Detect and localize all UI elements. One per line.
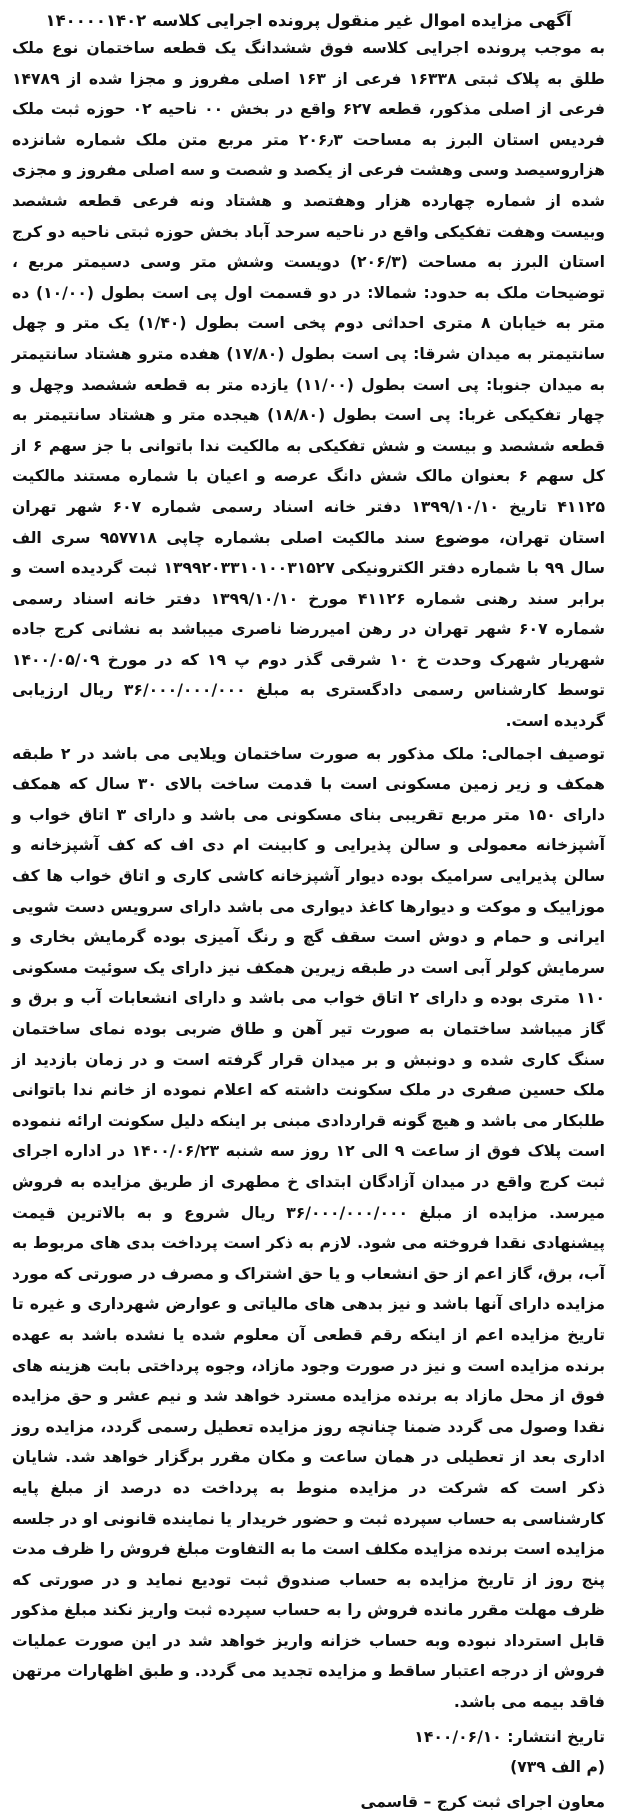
notice-paragraph-description: توصیف اجمالی: ملک مذکور به صورت ساختمان ویلایی می باشد در ۲ طبقه همکف و زیر زمین مسکونی است با قدمت ساخت بالای ۳۰ سال که همکف دارای ۱۵۰ متر مربع تقریبی بنای مسکونی می باشد و دارای ۳ اتاق خواب و آشپزخانه معمولی و سالن پذیرایی و کابینت ام دی اف که کف آشپزخانه و سالن پذیرایی سرامیک بوده دیوار آشپزخانه کاشی کاری و اتاق خواب ها کف موزاییک و موکت و دیوارها کاغذ دیواری می باشد دارای سرویس دست شویی ایرانی و حمام و دوش است سقف گچ و رنگ آمیزی بوده گرمایش بخاری و سرمایش کولر آبی است در طبقه زیرین همکف نیز دارای یک سوئیت مسکونی ۱۱۰ متری بوده و دارای ۲ اتاق خواب می باشد و دارای انشعابات آب و برق و گاز میباشد ساختمان به صورت تیر آهن و طاق ضربی بوده نمای ساختمان سنگ کاری شده و دونبش و بر میدان قرار گرفته است و در زمان بازدید از ملک حسین صفری در ملک سکونت داشته که اعلام نموده از خانم ندا باتوانی طلبکار می باشد و هیچ گونه قراردادی مبنی بر اینکه دلیل سکونت ارائه ننموده است پلاک فوق از ساعت ۹ الی ۱۲ روز سه شنبه ۱۴۰۰/۰۶/۲۳ در اداره اجرای ثبت کرج واقع در میدان آزادگان ابتدای خ مطهری از طریق مزایده به فروش میرسد. مزایده از مبلغ ۳۶/۰۰۰/۰۰۰/۰۰۰ ریال شروع و به بالاترین قیمت پیشنهادی نقدا فروخته می شود. لازم به ذکر است پرداخت بدی های مربوط به آب، برق، گاز اعم از حق انشعاب و یا حق اشتراک و مصرف در صورتی که مورد مزایده دارای آنها باشد و نیز بدهی های مالیاتی و عوارض شهرداری و غیره تا تاریخ مزایده اعم از اینکه رقم قطعی آن معلوم شده یا نشده باشد به عهده برنده مزایده است و نیز در صورت وجود مازاد، وجوه پرداختی بابت هزینه های فوق از محل مازاد به برنده مزایده مسترد خواهد شد و نیم عشر و حق مزایده نقدا وصول می گردد ضمنا چنانچه روز مزایده تعطیل رسمی گردد، مزایده روز اداری بعد از تعطیلی در همان ساعت و مکان مقرر برگزار خواهد شد. شایان ذکر است که شرکت در مزایده منوط به پرداخت ده درصد از مبلغ پایه کارشناسی به حساب سپرده ثبت و حضور خریدار یا نماینده قانونی او در جلسه مزایده است برنده مزایده مکلف است ما به التفاوت مبلغ فروش را ظرف مدت پنج روز از تاریخ مزایده به حساب صندوق ثبت تودیع نماید و در صورتی که ظرف مهلت مقرر مانده فروش را به حساب سپرده ثبت واریز نکند مبلغ مذکور قابل استرداد نبوده وبه حساب خزانه واریز خواهد شد در این صورت عملیات فروش از درجه اعتبار ساقط و مزایده تجدید می گردد. و طبق اظهارات مرتهن فاقد بیمه می باشد. (11, 744, 606, 1712)
notice-meta (12, 1722, 605, 1782)
publish-date: تاریخ انتشار: ۱۴۰۰/۰۶/۱۰ (414, 1727, 605, 1746)
notice-title: آگهی مزایده اموال غیر منقول پرونده اجرایی کلاسه ۱۴۰۰۰۰۱۴۰۲ (45, 11, 572, 30)
notice-paragraph-property: به موجب پرونده اجرایی کلاسه فوق ششدانگ یک قطعه ساختمان نوع ملک طلق به پلاک ثبتی ۱۶۳۳۸ فرعی از ۱۶۳ اصلی مفروز و مجزا شده از ۱۴۷۸۹ فرعی از اصلی مذکور، قطعه ۶۲۷ واقع در بخش ۰۰ ناحیه ۰۲ حوزه ثبت ملک فردیس استان البرز به مساحت ۲۰۶٫۳ متر مربع متن ملک شماره شانزده هزاروسیصد وسی وهشت فرعی از یکصد و شصت و سه اصلی مفروز و مجزی شده از شماره چهارده هزار وهفتصد و هشتاد ونه فرعی قطعه ششصد وبیست وهفت تفکیکی واقع در ناحیه سرحد آباد بخش حوزه ثبتی ناحیه دو کرج استان البرز به مساحت (۲۰۶/۳) دویست وشش متر وسی دسیمتر مربع ، توضیحات ملک به حدود: شمالا: در دو قسمت اول پی است بطول (۱۰/۰۰) ده متر به خیابان ۸ متری احداثی دوم پخی است بطول (۱/۴۰) یک متر و چهل سانتیمتر به میدان شرقا: پی است بطول (۱۷/۸۰) هفده مترو هشتاد سانتیمتر به میدان جنوبا: پی است بطول (۱۱/۰۰) یازده متر به قطعه ششصد وچهل و چهار تفکیکی غربا: پی است بطول (۱۸/۸۰) هیجده متر و هشتاد سانتیمتر به قطعه ششصد و بیست و شش تفکیکی به مالکیت ندا باتوانی با جز سهم ۶ از کل سهم ۶ بعنوان مالک شش دانگ عرصه و اعیان با شماره مستند مالکیت ۴۱۱۲۵ تاریخ ۱۳۹۹/۱۰/۱۰ دفتر خانه اسناد رسمی شماره ۶۰۷ شهر تهران استان تهران، موضوع سند مالکیت اصلی بشماره چاپی ۹۵۷۷۱۸ سری الف سال ۹۹ با شماره دفتر الکترونیکی ۱۳۹۹۲۰۳۳۱۰۱۰۰۳۱۵۲۷ ثبت گردیده است و برابر سند رهنی شماره ۴۱۱۲۶ مورخ ۱۳۹۹/۱۰/۱۰ دفتر خانه اسناد رسمی شماره ۶۰۷ شهر تهران در رهن امیررضا ناصری میباشد به نشانی کرج جاده شهریار شهرک وحدت خ ۱۰ شرقی گذر دوم پ ۱۹ که در مورخ ۱۴۰۰/۰۵/۰۹ توسط کارشناس رسمی دادگستری به مبلغ ۳۶/۰۰۰/۰۰۰/۰۰۰ ریال ارزیابی گردیده است. (12, 39, 606, 731)
notice-code: (م الف ۷۳۹) (510, 1757, 605, 1776)
signature: معاون اجرای ثبت کرج – قاسمی (360, 1792, 605, 1811)
